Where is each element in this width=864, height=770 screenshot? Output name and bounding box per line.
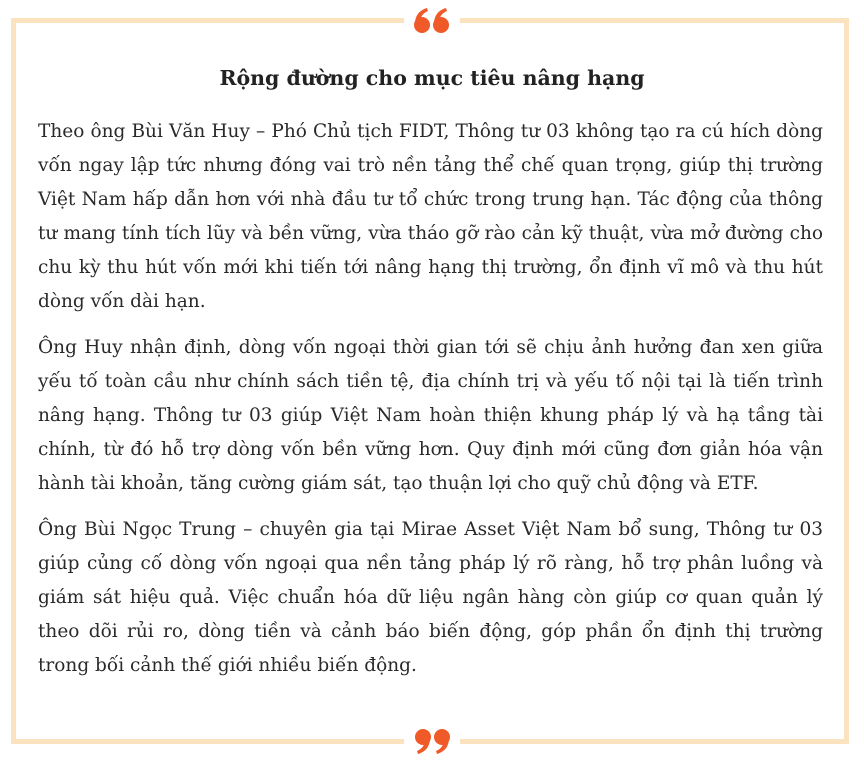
paragraph: Ông Huy nhận định, dòng vốn ngoại thời gian tới sẽ chịu ảnh hưởng đan xen giữa yếu tố toàn cầu như chính sách tiền tệ, địa chính trị và yếu tố nội tại là tiến trình nâng hạng. Thông tư 03 giúp Việt Nam hoàn thiện khung pháp lý và hạ tầng tài chính, từ đó hỗ trợ dòng vốn bền vững hơn. Quy định mới cũng đơn giản hóa vận hành tài khoản, tăng cường giám sát, tạo thuận lợi cho quỹ chủ động và ETF. [38,337,823,494]
paragraph: Ông Bùi Ngọc Trung – chuyên gia tại Mirae Asset Việt Nam bổ sung, Thông tư 03 giúp củng cố dòng vốn ngoại qua nền tảng pháp lý rõ ràng, hỗ trợ phân luồng và giám sát hiệu quả. Việc chuẩn hóa dữ liệu ngân hàng còn giúp cơ quan quản lý theo dõi rủi ro, dòng tiền và cảnh báo biến động, góp phần ổn định thị trường trong bối cảnh thế giới nhiều biến động. [38,519,823,676]
paragraph: Theo ông Bùi Văn Huy – Phó Chủ tịch FIDT, Thông tư 03 không tạo ra cú hích dòng vốn ngay lập tức nhưng đóng vai trò nền tảng thể chế quan trọng, giúp thị trường Việt Nam hấp dẫn hơn với nhà đầu tư tổ chức trong trung hạn. Tác động của thông tư mang tính tích lũy và bền vững, vừa tháo gỡ rào cản kỹ thuật, vừa mở đường cho chu kỳ thu hút vốn mới khi tiến tới nâng hạng thị trường, ổn định vĩ mô và thu hút dòng vốn dài hạn. [38,121,823,312]
close-quote-icon [404,726,460,756]
article-body [38,115,823,683]
page-title: Rộng đường cho mục tiêu nâng hạng [219,66,645,90]
open-quote-icon [404,6,460,36]
